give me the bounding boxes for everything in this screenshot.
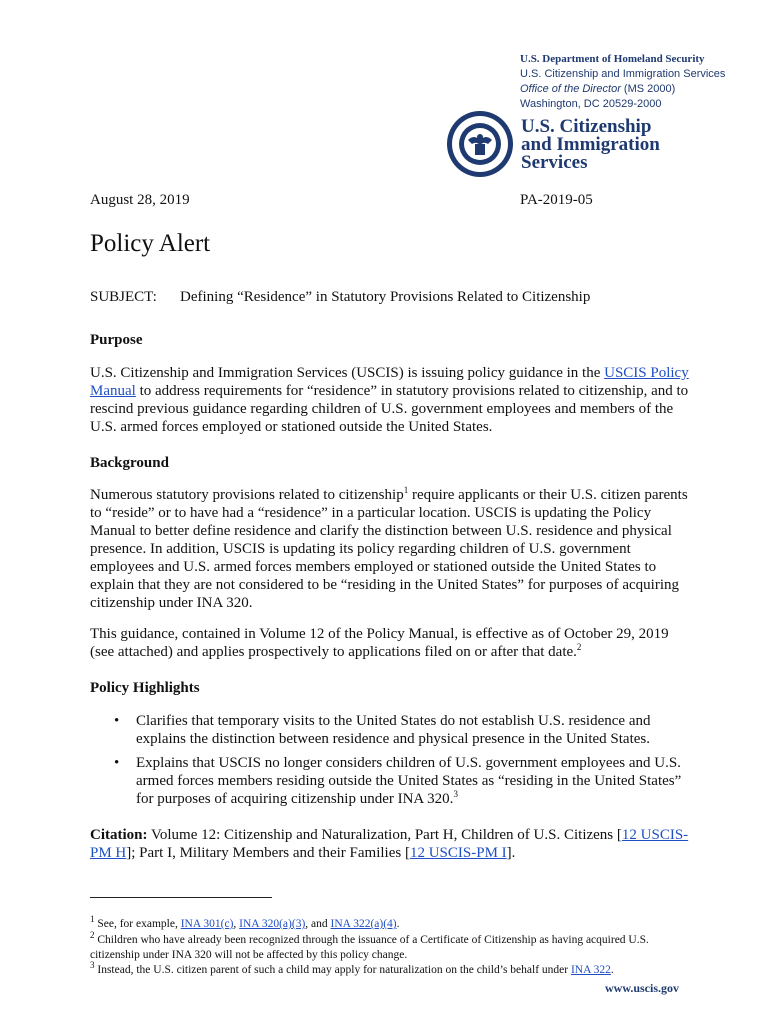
fn2-text: Children who have already been recognized through the issuance of a Certificate of Citizenship as having acquired U.S. citizenship under INA 320 will not be affected by this policy change.	[90, 934, 649, 961]
citation-link-part-h[interactable]: 12 USCIS-PM H	[90, 827, 689, 861]
purpose-paragraph	[90, 364, 690, 436]
footnote-number-3: 3	[90, 960, 95, 971]
footnote-1	[90, 914, 690, 932]
dhs-seal-icon	[446, 110, 514, 178]
wordmark-line-2: and Immigration	[521, 134, 660, 155]
list-item	[90, 754, 690, 808]
footnote-ref-2[interactable]: 2	[576, 642, 582, 652]
mailstop: (MS 2000)	[620, 83, 676, 95]
ina-301c-link[interactable]: INA 301(c)	[180, 918, 234, 930]
citation-text-2: ]; Part I, Military Members and their Families [	[126, 845, 410, 861]
fn3-end: .	[610, 964, 614, 976]
dept-name: U.S. Department of Homeland Security	[520, 53, 705, 65]
background-text-2: require applicants or their U.S. citizen parents to “reside” or to have had a “residence” in a particular location. USCIS is updating the Policy Manual to better define residence and clarify the distinction between U.S. residence and physical presence. In addition, USCIS is updating its policy regarding children of U.S. government employees and U.S. armed forces members employed or stationed outside the United States to explain that they are not considered to be “residing in the United States” for purposes of acquiring citizenship under INA 320.	[90, 487, 688, 611]
fn1-sep-2: , and	[305, 918, 331, 930]
background-paragraph-2	[90, 625, 690, 661]
highlight-text-1: Clarifies that temporary visits to the United States do not establish U.S. residence and explains the distinction between residence and physical presence in the United States.	[136, 713, 651, 747]
agency-name: U.S. Citizenship and Immigration Services	[520, 68, 726, 80]
fn3-text: Instead, the U.S. citizen parent of such a child may apply for naturalization on the child’s behalf under	[94, 964, 571, 976]
highlight-text-2: Explains that USCIS no longer considers children of U.S. government employees and U.S. armed forces members residing outside the United States as “residing in the United States” for purposes of acquiring citizenship under INA 320.	[136, 755, 682, 807]
footer-website[interactable]: www.uscis.gov	[605, 981, 680, 995]
fn1-text: See, for example,	[94, 918, 181, 930]
citation-link-part-i[interactable]: 12 USCIS-PM I	[409, 845, 507, 861]
subject-text: Defining “Residence” in Statutory Provisions Related to Citizenship	[180, 289, 591, 305]
footnote-divider	[90, 897, 272, 898]
subject-line	[90, 289, 590, 306]
wordmark-line-3: Services	[521, 152, 588, 173]
footnote-ref-1[interactable]: 1	[403, 485, 409, 495]
list-item	[90, 712, 690, 748]
page-title: Policy Alert	[90, 230, 211, 257]
highlights-list	[90, 712, 690, 808]
background-text-3: This guidance, contained in Volume 12 of the Policy Manual, is effective as of October 29, 2019 (see attached) and applies prospectively to applications filed on or after that date.	[90, 626, 669, 660]
ina-320a3-link[interactable]: INA 320(a)(3)	[239, 918, 306, 930]
footnote-3	[90, 960, 690, 978]
alert-date: August 28, 2019	[90, 192, 190, 208]
background-text-1: Numerous statutory provisions related to citizenship	[90, 487, 404, 503]
office-name: Office of the Director	[520, 83, 621, 95]
background-paragraph-1	[90, 486, 690, 612]
citation-paragraph	[90, 826, 690, 862]
footnote-number-1: 1	[90, 914, 95, 925]
footnote-2	[90, 930, 690, 962]
office-line	[520, 82, 725, 97]
highlights-heading: Policy Highlights	[90, 680, 200, 696]
purpose-heading: Purpose	[90, 332, 143, 348]
citation-text-3: ].	[506, 845, 516, 861]
ina-322-link[interactable]: INA 322	[570, 964, 611, 976]
city-zip: Washington, DC 20529-2000	[520, 98, 662, 110]
ina-322a4-link[interactable]: INA 322(a)(4)	[330, 918, 397, 930]
purpose-text-1: U.S. Citizenship and Immigration Services (USCIS) is issuing policy guidance in the	[90, 365, 605, 381]
citation-text-1: Volume 12: Citizenship and Naturalization, Part H, Children of U.S. Citizens [	[147, 827, 622, 843]
wordmark-line-1: U.S. Citizenship	[521, 116, 652, 137]
fn1-sep-1: ,	[233, 918, 240, 930]
agency-wordmark	[521, 118, 660, 172]
footnote-number-2: 2	[90, 930, 95, 941]
subject-label: SUBJECT:	[90, 289, 157, 305]
fn1-end: .	[396, 918, 400, 930]
alert-number: PA-2019-05	[520, 192, 593, 208]
policy-manual-link[interactable]: USCIS Policy Manual	[90, 365, 689, 399]
citation-label: Citation:	[90, 827, 148, 843]
letterhead-address	[520, 52, 725, 112]
footnote-ref-3[interactable]: 3	[453, 789, 458, 799]
purpose-text-2: to address requirements for “residence” in statutory provisions related to citizenship, and to rescind previous guidance regarding children of U.S. government employees and members of the U.S. armed forces employed or stationed outside the United States.	[90, 383, 689, 435]
background-heading: Background	[90, 455, 169, 471]
